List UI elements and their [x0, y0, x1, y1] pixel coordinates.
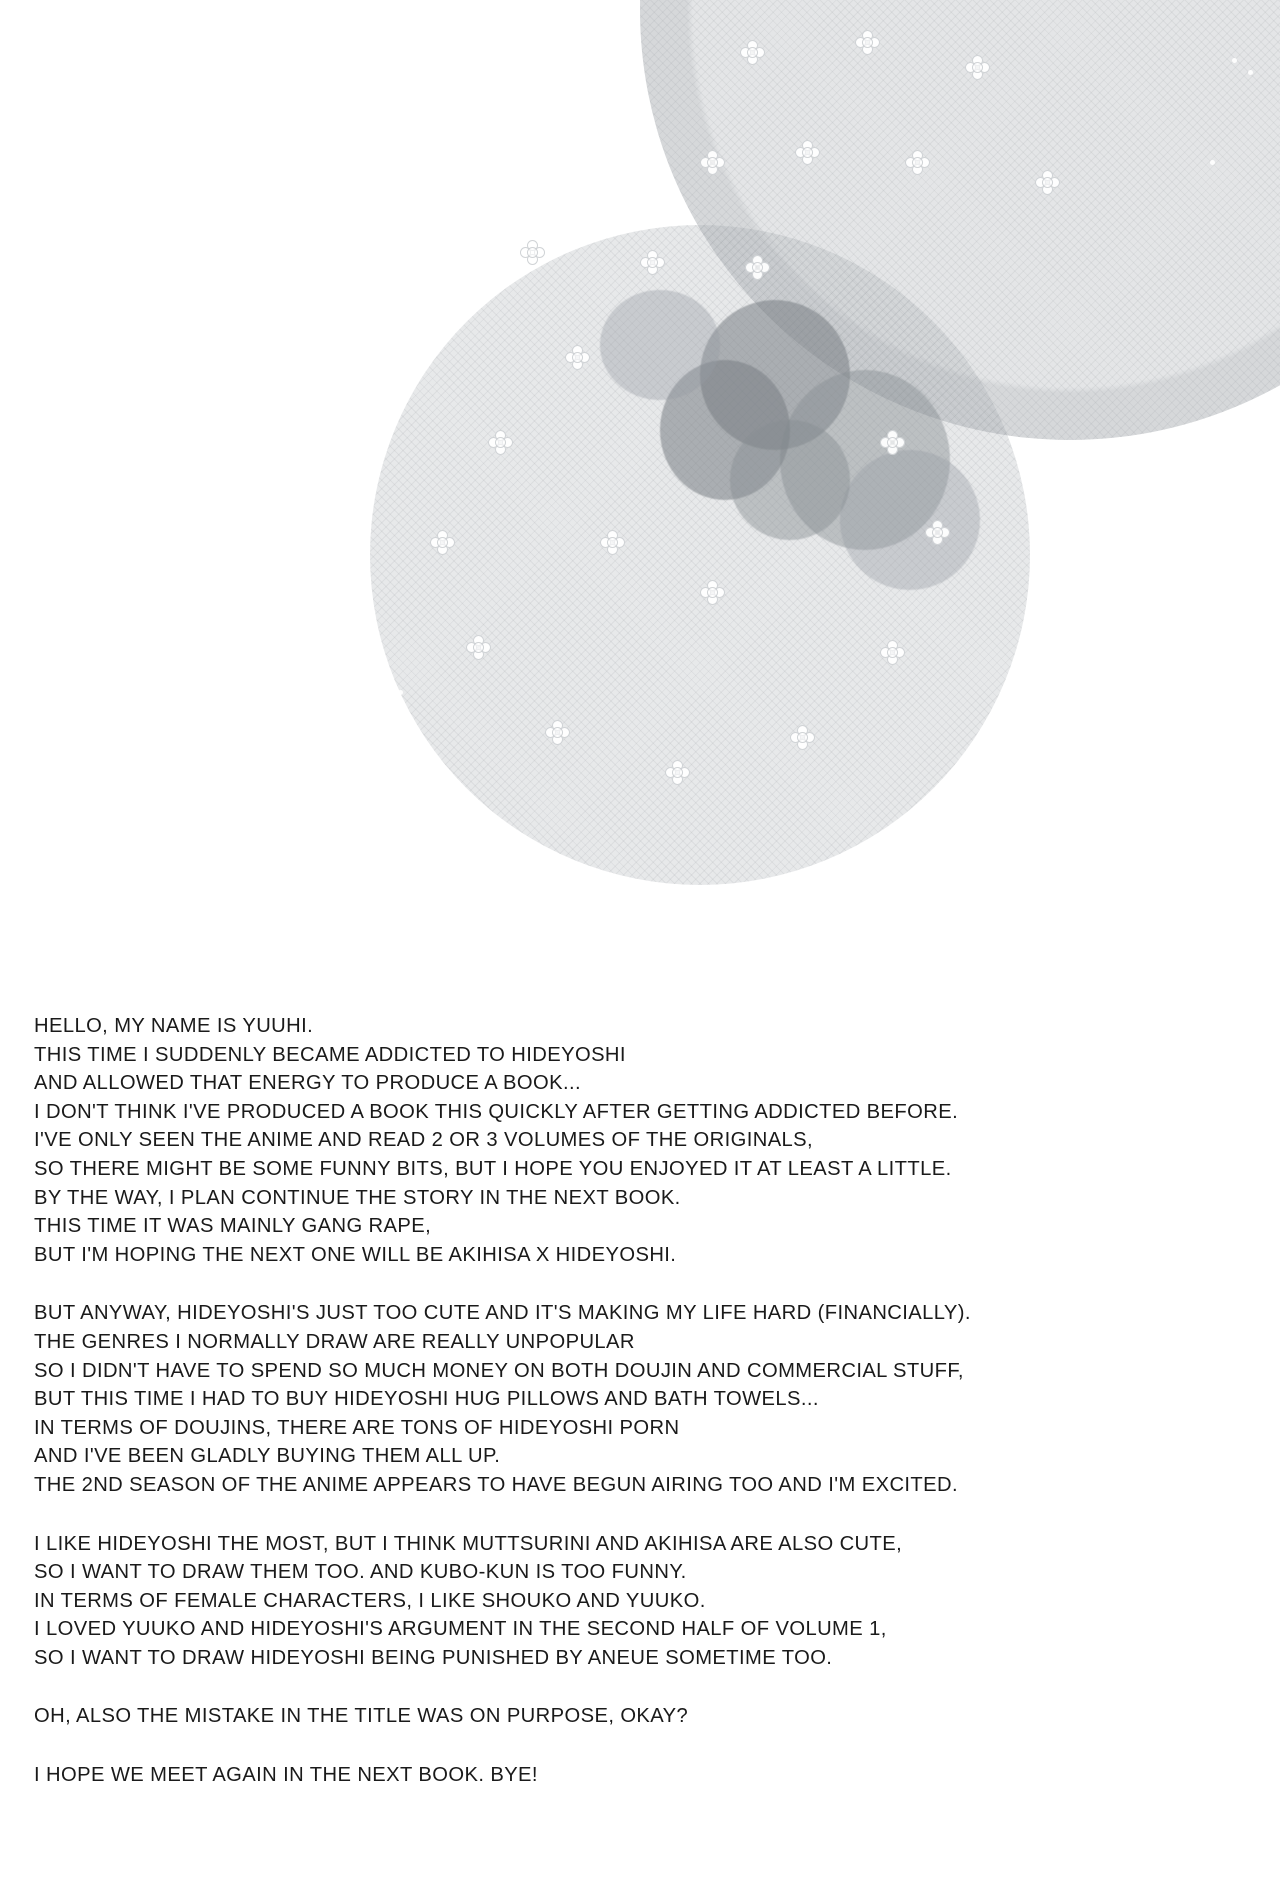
flower-motif-icon: [740, 40, 766, 66]
afterword-paragraph: [34, 1299, 1249, 1499]
flower-motif-icon: [905, 150, 931, 176]
afterword-line: I DON'T THINK I'VE PRODUCED A BOOK THIS QUICKLY AFTER GETTING ADDICTED BEFORE.: [34, 1099, 959, 1123]
afterword-line: HELLO, MY NAME IS YUUHI.: [34, 1014, 314, 1037]
flower-motif-icon: [700, 150, 726, 176]
flower-motif-icon: [855, 30, 881, 56]
afterword-line: THE GENRES I NORMALLY DRAW ARE REALLY UNPOPULAR: [34, 1329, 635, 1353]
afterword-line: OH, ALSO THE MISTAKE IN THE TITLE WAS ON PURPOSE, OKAY?: [34, 1704, 689, 1728]
afterword-line: SO THERE MIGHT BE SOME FUNNY BITS, BUT I HOPE YOU ENJOYED IT AT LEAST A LITTLE.: [34, 1156, 952, 1180]
afterword-line: SO I WANT TO DRAW HIDEYOSHI BEING PUNISHED BY ANEUE SOMETIME TOO.: [34, 1645, 833, 1669]
lace-dot: [1248, 70, 1253, 75]
doily-scallop-ring: [370, 225, 1030, 885]
flower-motif-icon: [520, 240, 546, 266]
flower-motif-icon: [880, 430, 906, 456]
afterword-paragraph: [34, 1761, 1249, 1790]
afterword-line: BUT THIS TIME I HAD TO BUY HIDEYOSHI HUG PILLOWS AND BATH TOWELS...: [34, 1387, 819, 1411]
afterword-paragraph: [34, 1702, 1249, 1731]
afterword-line: THIS TIME IT WAS MAINLY GANG RAPE,: [34, 1214, 432, 1238]
afterword-line: SO I DIDN'T HAVE TO SPEND SO MUCH MONEY ON BOTH DOUJIN AND COMMERCIAL STUFF,: [34, 1358, 964, 1382]
shade-blob: [700, 300, 850, 450]
afterword-line: IN TERMS OF DOUJINS, THERE ARE TONS OF HIDEYOSHI PORN: [34, 1415, 680, 1439]
afterword-paragraph: [34, 1530, 1249, 1673]
afterword-line: AND I'VE BEEN GLADLY BUYING THEM ALL UP.: [34, 1444, 501, 1468]
flower-motif-icon: [665, 760, 691, 786]
afterword-line: I LOVED YUUKO AND HIDEYOSHI'S ARGUMENT IN THE SECOND HALF OF VOLUME 1,: [34, 1617, 887, 1641]
flower-motif-icon: [430, 530, 456, 556]
afterword-line: AND ALLOWED THAT ENERGY TO PRODUCE A BOOK...: [34, 1071, 581, 1095]
afterword-line: SO I WANT TO DRAW THEM TOO. AND KUBO-KUN IS TOO FUNNY.: [34, 1560, 687, 1584]
flower-motif-icon: [600, 530, 626, 556]
afterword-line: BY THE WAY, I PLAN CONTINUE THE STORY IN THE NEXT BOOK.: [34, 1185, 681, 1209]
flower-motif-icon: [488, 430, 514, 456]
doily-scallop-ring: [640, 0, 1280, 440]
afterword-text: [34, 1012, 1249, 1790]
lace-dot: [1210, 160, 1215, 165]
flower-motif-icon: [965, 55, 991, 81]
lace-dot: [1160, 520, 1165, 525]
flower-motif-icon: [745, 255, 771, 281]
flower-motif-icon: [795, 140, 821, 166]
shade-blob: [840, 450, 980, 590]
flower-motif-icon: [640, 250, 666, 276]
flower-motif-icon: [565, 345, 591, 371]
lace-dot: [398, 690, 403, 695]
doily-center: [370, 225, 1030, 885]
afterword-line: I'VE ONLY SEEN THE ANIME AND READ 2 OR 3 VOLUMES OF THE ORIGINALS,: [34, 1128, 814, 1152]
afterword-line: IN TERMS OF FEMALE CHARACTERS, I LIKE SHOUKO AND YUUKO.: [34, 1588, 706, 1612]
afterword-line: BUT ANYWAY, HIDEYOSHI'S JUST TOO CUTE AND IT'S MAKING MY LIFE HARD (FINANCIALLY).: [34, 1301, 971, 1325]
lace-dot: [420, 760, 425, 765]
shade-blob: [730, 420, 850, 540]
flower-motif-icon: [925, 520, 951, 546]
lace-dot: [1100, 560, 1105, 565]
flower-motif-icon: [700, 580, 726, 606]
afterword-line: BUT I'M HOPING THE NEXT ONE WILL BE AKIHISA X HIDEYOSHI.: [34, 1242, 677, 1266]
shade-blob: [600, 290, 720, 400]
afterword-paragraph: [34, 1012, 1249, 1269]
lace-dot: [1232, 58, 1237, 63]
flower-motif-icon: [1035, 170, 1061, 196]
shade-blob: [660, 360, 790, 500]
flower-motif-icon: [880, 640, 906, 666]
doily-upper-right: [640, 0, 1280, 440]
afterword-line: I HOPE WE MEET AGAIN IN THE NEXT BOOK. BYE!: [34, 1763, 538, 1787]
flower-motif-icon: [545, 720, 571, 746]
afterword-line: THIS TIME I SUDDENLY BECAME ADDICTED TO HIDEYOSHI: [34, 1042, 626, 1066]
flower-motif-icon: [790, 725, 816, 751]
afterword-line: THE 2ND SEASON OF THE ANIME APPEARS TO HAVE BEGUN AIRING TOO AND I'M EXCITED.: [34, 1472, 959, 1496]
shade-blob: [780, 370, 950, 550]
afterword-line: I LIKE HIDEYOSHI THE MOST, BUT I THINK MUTTSURINI AND AKIHISA ARE ALSO CUTE,: [34, 1531, 903, 1555]
flower-motif-icon: [466, 635, 492, 661]
